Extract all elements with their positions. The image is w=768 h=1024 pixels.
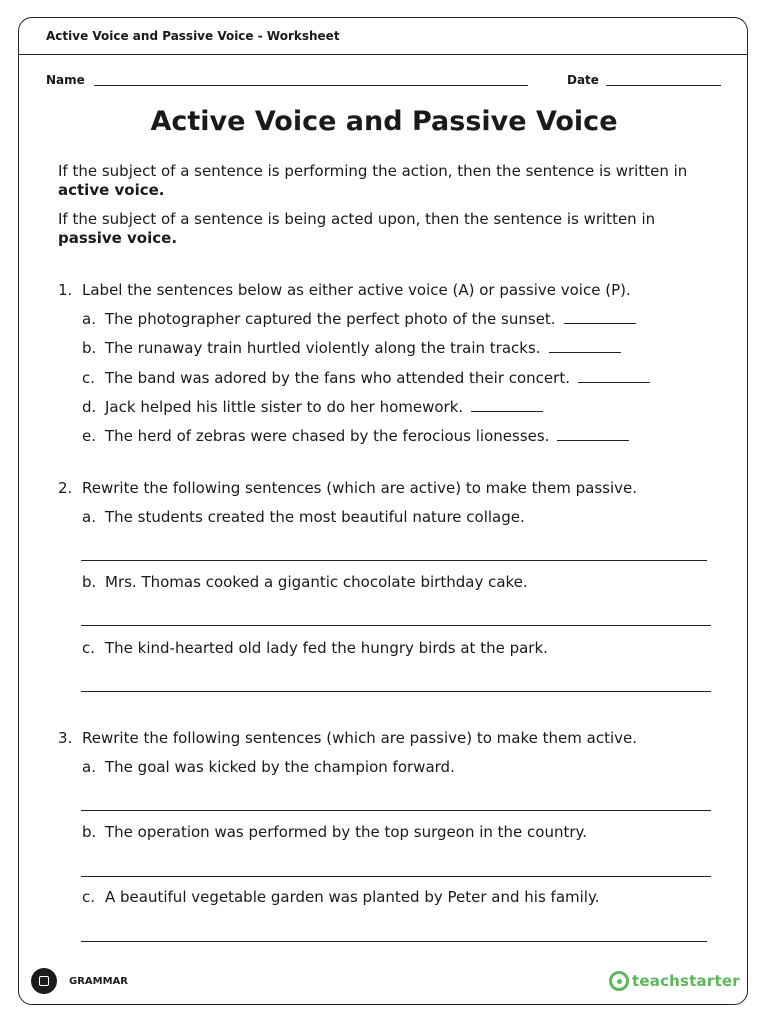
question-1-heading (58, 281, 631, 299)
name-label: Name (46, 73, 85, 87)
header-divider (19, 54, 748, 55)
list-item (82, 573, 528, 591)
item-letter: b. (82, 573, 97, 591)
answer-line[interactable] (81, 691, 711, 692)
item-letter: c. (82, 369, 96, 387)
item-letter: a. (82, 310, 96, 328)
item-letter: c. (82, 888, 96, 906)
question-prompt: Rewrite the following sentences (which are active) to make them passive. (82, 479, 637, 497)
item-letter: a. (82, 758, 96, 776)
item-text: A beautiful vegetable garden was planted by Peter and his family. (105, 888, 600, 906)
item-text: Jack helped his little sister to do her homework. (105, 398, 464, 416)
list-item (82, 888, 599, 906)
intro-active-text: If the subject of a sentence is performing the action, then the sentence is written in (58, 162, 688, 180)
header-title: Active Voice and Passive Voice - Worksheet (46, 29, 340, 43)
list-item (82, 758, 455, 776)
answer-blank[interactable] (557, 428, 629, 441)
question-number: 3. (58, 729, 73, 747)
item-letter: c. (82, 639, 96, 657)
item-text: The photographer captured the perfect photo of the sunset. (105, 310, 556, 328)
answer-line[interactable] (81, 810, 711, 811)
list-item (82, 369, 650, 387)
subject-label: GRAMMAR (69, 976, 128, 987)
teachstarter-logo-icon (609, 971, 629, 991)
name-field[interactable] (94, 85, 528, 86)
intro-active-paragraph (58, 162, 718, 200)
item-letter: b. (82, 823, 97, 841)
grammar-icon (31, 968, 57, 994)
question-prompt: Label the sentences below as either active voice (A) or passive voice (P). (82, 281, 631, 299)
intro-passive-paragraph (58, 210, 718, 248)
item-text: The herd of zebras were chased by the ferocious lionesses. (105, 427, 550, 445)
list-item (82, 427, 629, 445)
item-text: The runaway train hurtled violently along the train tracks. (105, 339, 541, 357)
intro-passive-term: passive voice. (58, 229, 178, 247)
answer-line[interactable] (81, 625, 711, 626)
item-letter: b. (82, 339, 97, 357)
list-item (82, 508, 525, 526)
answer-blank[interactable] (471, 399, 543, 412)
answer-line[interactable] (81, 560, 707, 561)
brand-logo (609, 971, 740, 991)
item-text: The band was adored by the fans who attended their concert. (105, 369, 570, 387)
answer-blank[interactable] (549, 340, 621, 353)
list-item (82, 823, 587, 841)
question-2-heading (58, 479, 637, 497)
list-item (82, 310, 636, 328)
item-text: The kind-hearted old lady fed the hungry birds at the park. (105, 639, 548, 657)
item-text: The students created the most beautiful nature collage. (105, 508, 525, 526)
item-letter: a. (82, 508, 96, 526)
item-letter: d. (82, 398, 97, 416)
answer-blank[interactable] (578, 370, 650, 383)
list-item (82, 398, 543, 416)
item-text: Mrs. Thomas cooked a gigantic chocolate birthday cake. (105, 573, 528, 591)
question-number: 1. (58, 281, 73, 299)
date-field[interactable] (606, 85, 721, 86)
answer-line[interactable] (81, 941, 707, 942)
item-letter: e. (82, 427, 96, 445)
brand-name: teachstarter (632, 972, 740, 990)
question-prompt: Rewrite the following sentences (which are passive) to make them active. (82, 729, 637, 747)
page-title: Active Voice and Passive Voice (150, 106, 618, 137)
list-item (82, 339, 621, 357)
intro-passive-text: If the subject of a sentence is being acted upon, then the sentence is written in (58, 210, 656, 228)
answer-line[interactable] (81, 876, 711, 877)
item-text: The operation was performed by the top surgeon in the country. (105, 823, 588, 841)
intro-active-term: active voice. (58, 181, 165, 199)
date-label: Date (567, 73, 599, 87)
item-text: The goal was kicked by the champion forward. (105, 758, 455, 776)
question-number: 2. (58, 479, 73, 497)
answer-blank[interactable] (564, 311, 636, 324)
question-3-heading (58, 729, 637, 747)
list-item (82, 639, 548, 657)
